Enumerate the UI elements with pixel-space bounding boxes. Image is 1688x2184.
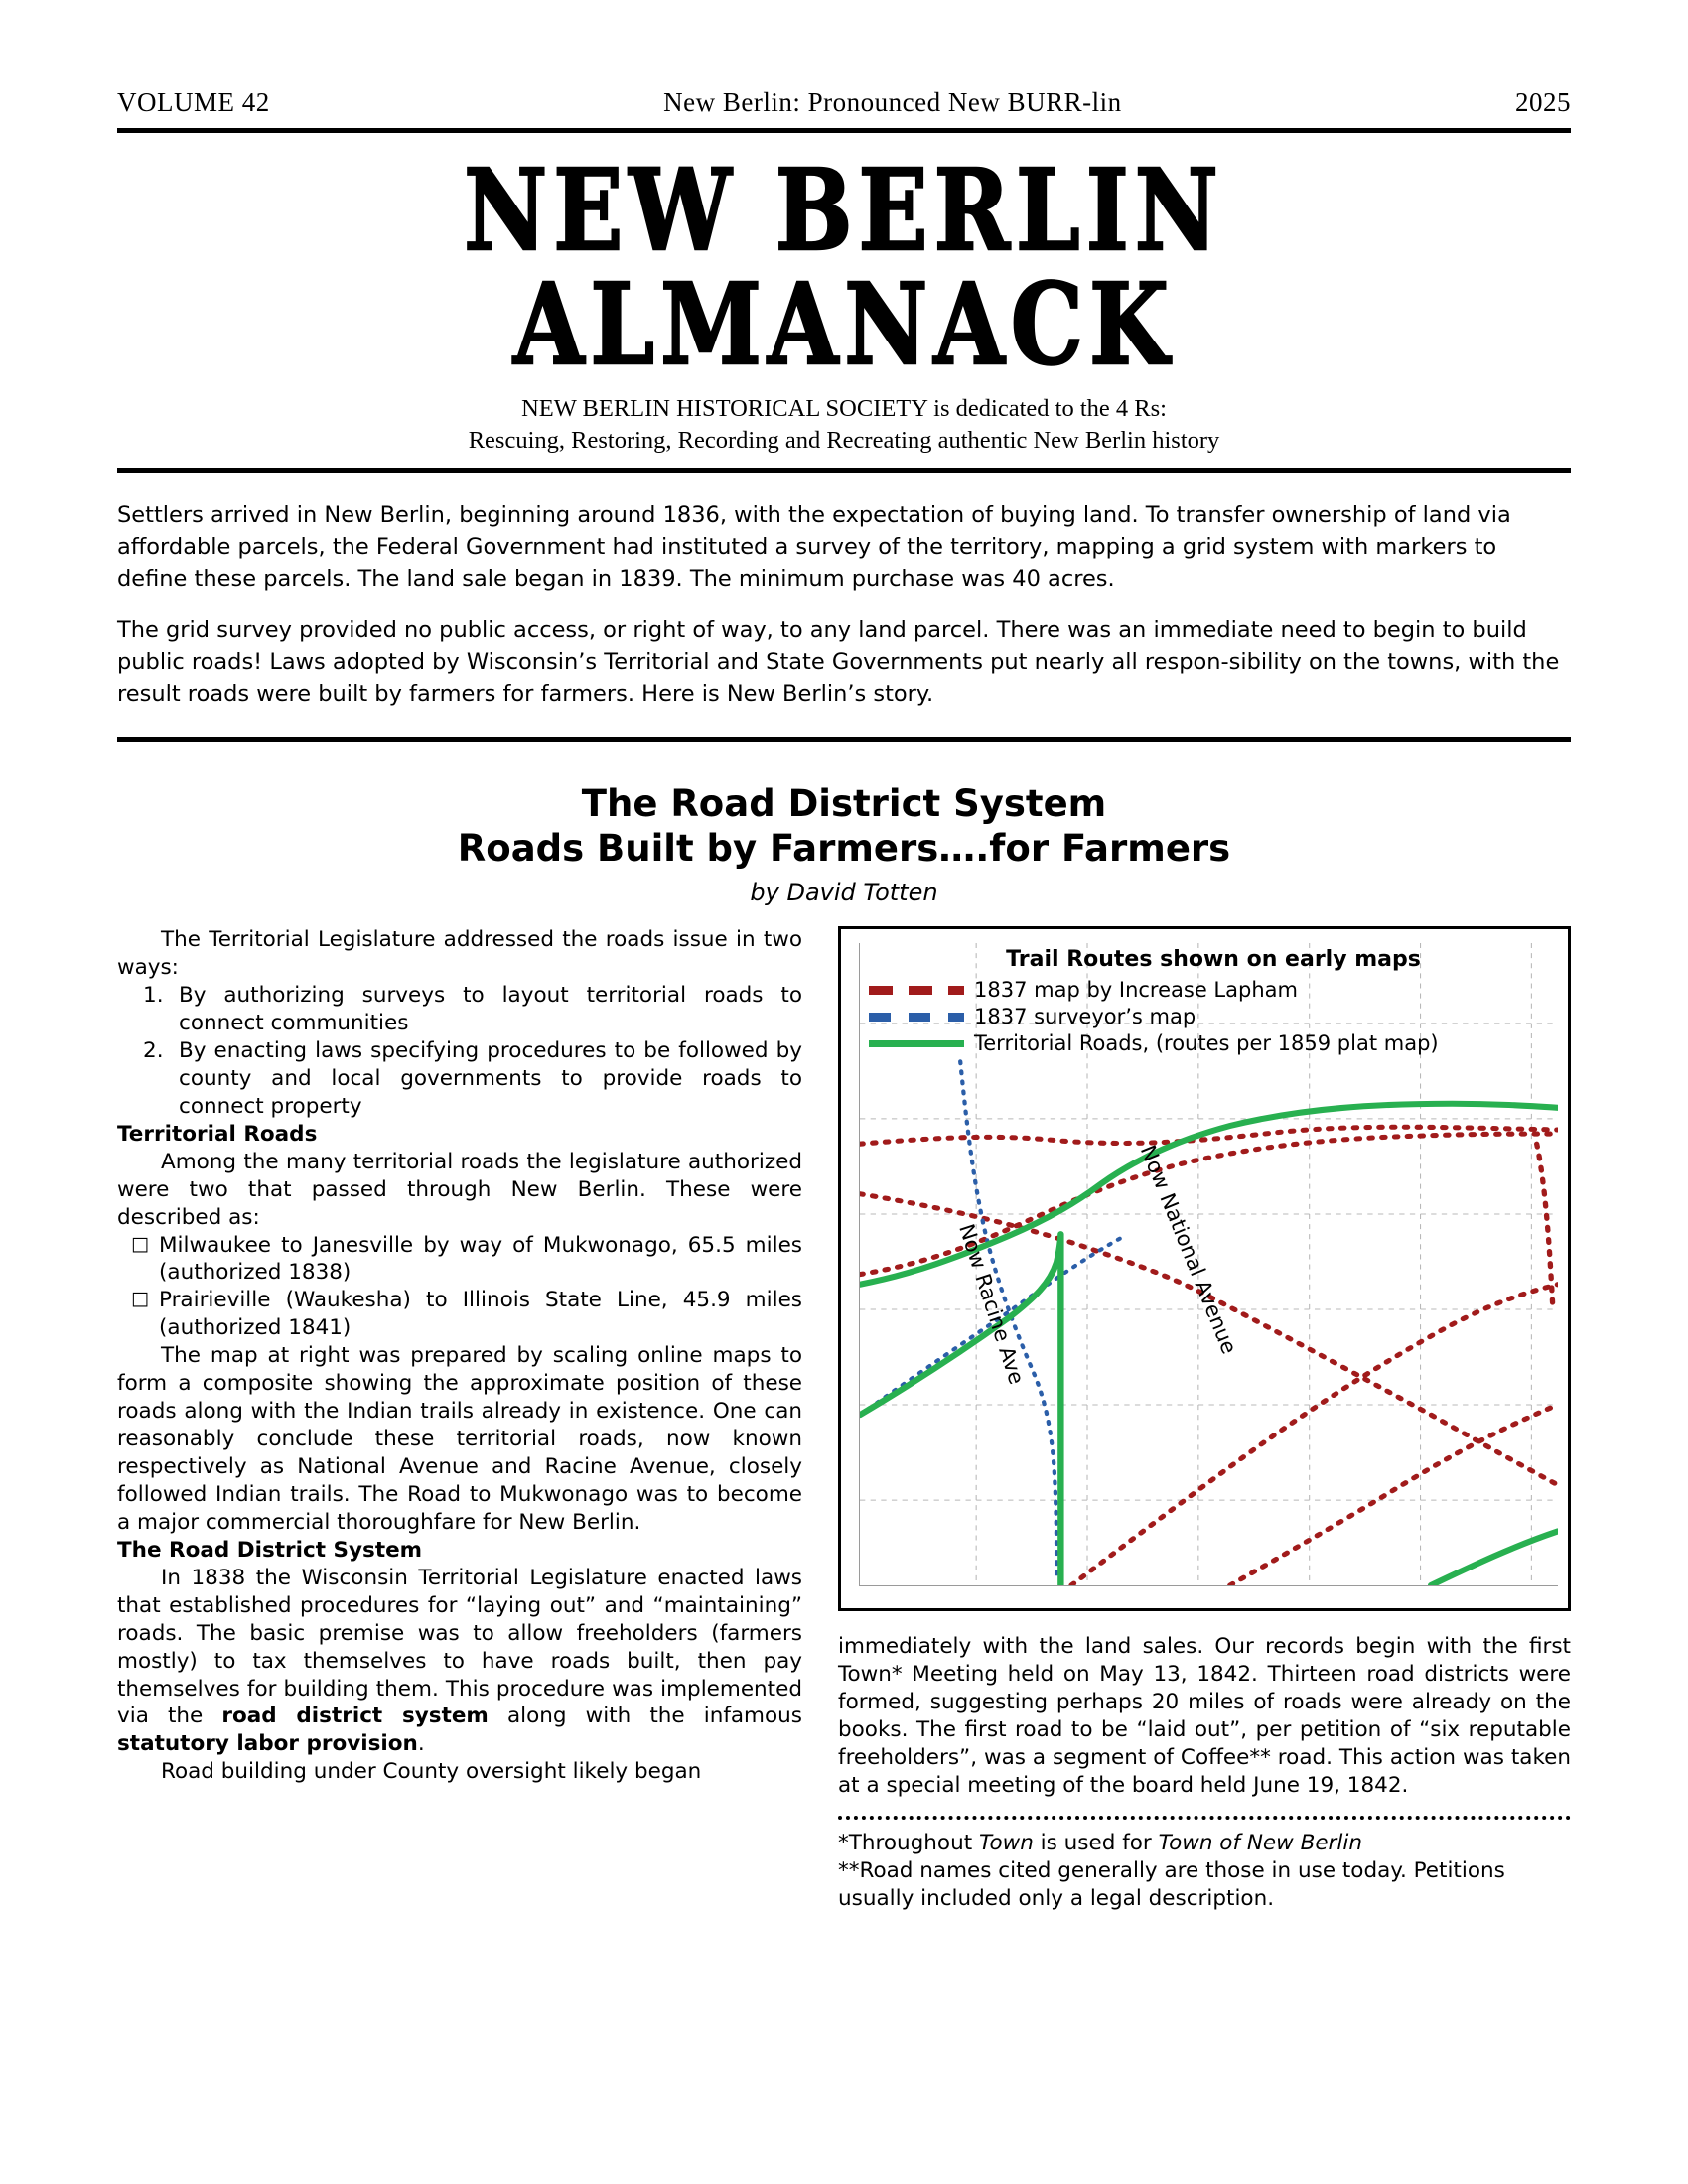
legend-title: Trail Routes shown on early maps	[1006, 947, 1421, 973]
masthead-topline	[117, 0, 1571, 118]
map-description-paragraph: The map at right was prepared by scaling online maps to form a composite showing the approximate position of these roads along with the Indian trails already in existence. One can reasonably conclude these territorial roads, now known respectively as National Avenue and Racine Avenue, closely followed Indian trails. The Road to Mukwonago was to become a major commercial thoroughfare for New Berlin.	[117, 1343, 802, 1535]
lapham-1837-trails	[860, 1127, 1558, 1585]
legend-key-dashed-blue	[869, 1010, 964, 1024]
footnote-divider	[838, 1816, 1571, 1820]
territorial-roads-paragraph: Among the many territorial roads the legislature authorized were two that passed through New Berlin. These were described as:	[117, 1149, 802, 1230]
footnote-1-italic-town: Town	[978, 1830, 1034, 1855]
list-item: By enacting laws specifying procedures to be followed by county and local governments to provide roads to connect property	[179, 1037, 802, 1119]
left-column-last-paragraph: Road building under County oversight likely began	[161, 1759, 702, 1785]
footnote-1-a: *Throughout	[838, 1830, 979, 1855]
subhead-territorial-roads: Territorial Roads	[117, 1121, 318, 1147]
legend-label-territorial: Territorial Roads, (routes per 1859 plat map)	[974, 1031, 1439, 1056]
dedication-line-2: Rescuing, Restoring, Recording and Recreating authentic New Berlin history	[468, 426, 1220, 454]
footnote-1	[838, 1830, 1571, 1857]
volume-label: VOLUME 42	[117, 87, 270, 117]
legend-label-lapham: 1837 map by Increase Lapham	[974, 978, 1298, 1003]
footnote-1-italic-town-of-new-berlin: Town of New Berlin	[1158, 1830, 1362, 1855]
map-legend	[869, 947, 1558, 1058]
right-column	[838, 926, 1571, 1912]
footnote-1-b: is used for	[1033, 1830, 1159, 1855]
map-label-racine-ave: Now Racine Ave	[954, 1221, 1029, 1388]
legend-item-territorial	[869, 1031, 1558, 1055]
road-district-text-c: .	[417, 1731, 425, 1757]
footnotes-block	[838, 1830, 1571, 1913]
publication-title: NEW BERLIN ALMANACK	[464, 145, 1224, 390]
masthead-rule-top	[117, 128, 1571, 133]
road-district-system-bold: road district system	[221, 1704, 489, 1729]
intro-paragraph-2: The grid survey provided no public access, or right of way, to any land parcel. There was an immediate need to begin to build public roads! Laws adopted by Wisconsin’s Territorial and State Governments put nearly all respon-sibility on the towns, with the result roads were built by farmers for farmers. Here is New Berlin’s story.	[117, 617, 1560, 708]
list-item: □ Prairieville (Waukesha) to Illinois State Line, 45.9 miles (authorized 1841)	[117, 1287, 802, 1342]
intro-paragraph-1: Settlers arrived in New Berlin, beginning around 1836, with the expectation of buying land. To transfer ownership of land via affordable parcels, the Federal Government had instituted a survey of the territory, mapping a grid system with markers to define these parcels. The land sale began in 1839. The minimum purchase was 40 acres.	[117, 502, 1511, 593]
masthead-rule-bottom	[117, 468, 1571, 473]
left-intro-paragraph: The Territorial Legislature addressed the roads issue in two ways:	[117, 927, 802, 981]
bullet-list	[117, 1232, 802, 1343]
trail-routes-map	[838, 926, 1571, 1611]
left-column	[117, 926, 802, 1912]
statutory-labor-bold: statutory labor provision	[117, 1731, 418, 1757]
article-title	[117, 781, 1571, 871]
numbered-list	[117, 982, 802, 1121]
article-title-line-1: The Road District System	[581, 781, 1107, 825]
dedication-line-1: NEW BERLIN HISTORICAL SOCIETY is dedicated to the 4 Rs:	[521, 394, 1167, 422]
article-columns	[117, 926, 1571, 1912]
legend-item-surveyor	[869, 1005, 1558, 1028]
pronunciation-tagline: New Berlin: Pronounced New BURR-lin	[663, 87, 1122, 117]
dedication-block	[117, 393, 1571, 457]
road-district-text-a: In 1838 the Wisconsin Territorial Legislature enacted laws that established procedures for “laying out” and “maintaining” roads. The basic premise was to allow freeholders (farmers mostly) to tax themselves to have roads built, then pay themselves for building them. This procedure was implemented via the	[117, 1565, 802, 1729]
list-item: □ Milwaukee to Janesville by way of Mukwonago, 65.5 miles (authorized 1838)	[117, 1232, 802, 1288]
article-byline: by David Totten	[750, 879, 938, 907]
legend-key-solid-green	[869, 1036, 964, 1050]
legend-key-dashed-red	[869, 983, 964, 997]
road-district-text-b: along with the infamous	[488, 1704, 802, 1729]
list-item: By authorizing surveys to layout territorial roads to connect communities	[179, 983, 802, 1036]
legend-label-surveyor: 1837 surveyor’s map	[974, 1005, 1196, 1029]
road-district-paragraph	[117, 1565, 802, 1759]
right-column-paragraph: immediately with the land sales. Our records begin with the first Town* Meeting held on May 13, 1842. Thirteen road districts were formed, suggesting perhaps 20 miles of roads were already on the books. The first road to be “laid out”, per petition of “six reputable freeholders”, was a segment of Coffee** road. This action was taken at a special meeting of the board held June 19, 1842.	[838, 1634, 1571, 1798]
subhead-road-district-system: The Road District System	[117, 1537, 423, 1563]
intro-rule	[117, 737, 1571, 742]
article-title-line-2: Roads Built by Farmers….for Farmers	[457, 827, 1231, 871]
right-column-text	[838, 1633, 1571, 1800]
year-label: 2025	[1515, 87, 1571, 117]
map-label-national-avenue: Now National Avenue	[1135, 1142, 1242, 1358]
legend-item-lapham	[869, 978, 1558, 1002]
footnote-2: **Road names cited generally are those in use today. Petitions usually included only a legal description.	[838, 1857, 1505, 1911]
intro-section	[117, 500, 1571, 711]
